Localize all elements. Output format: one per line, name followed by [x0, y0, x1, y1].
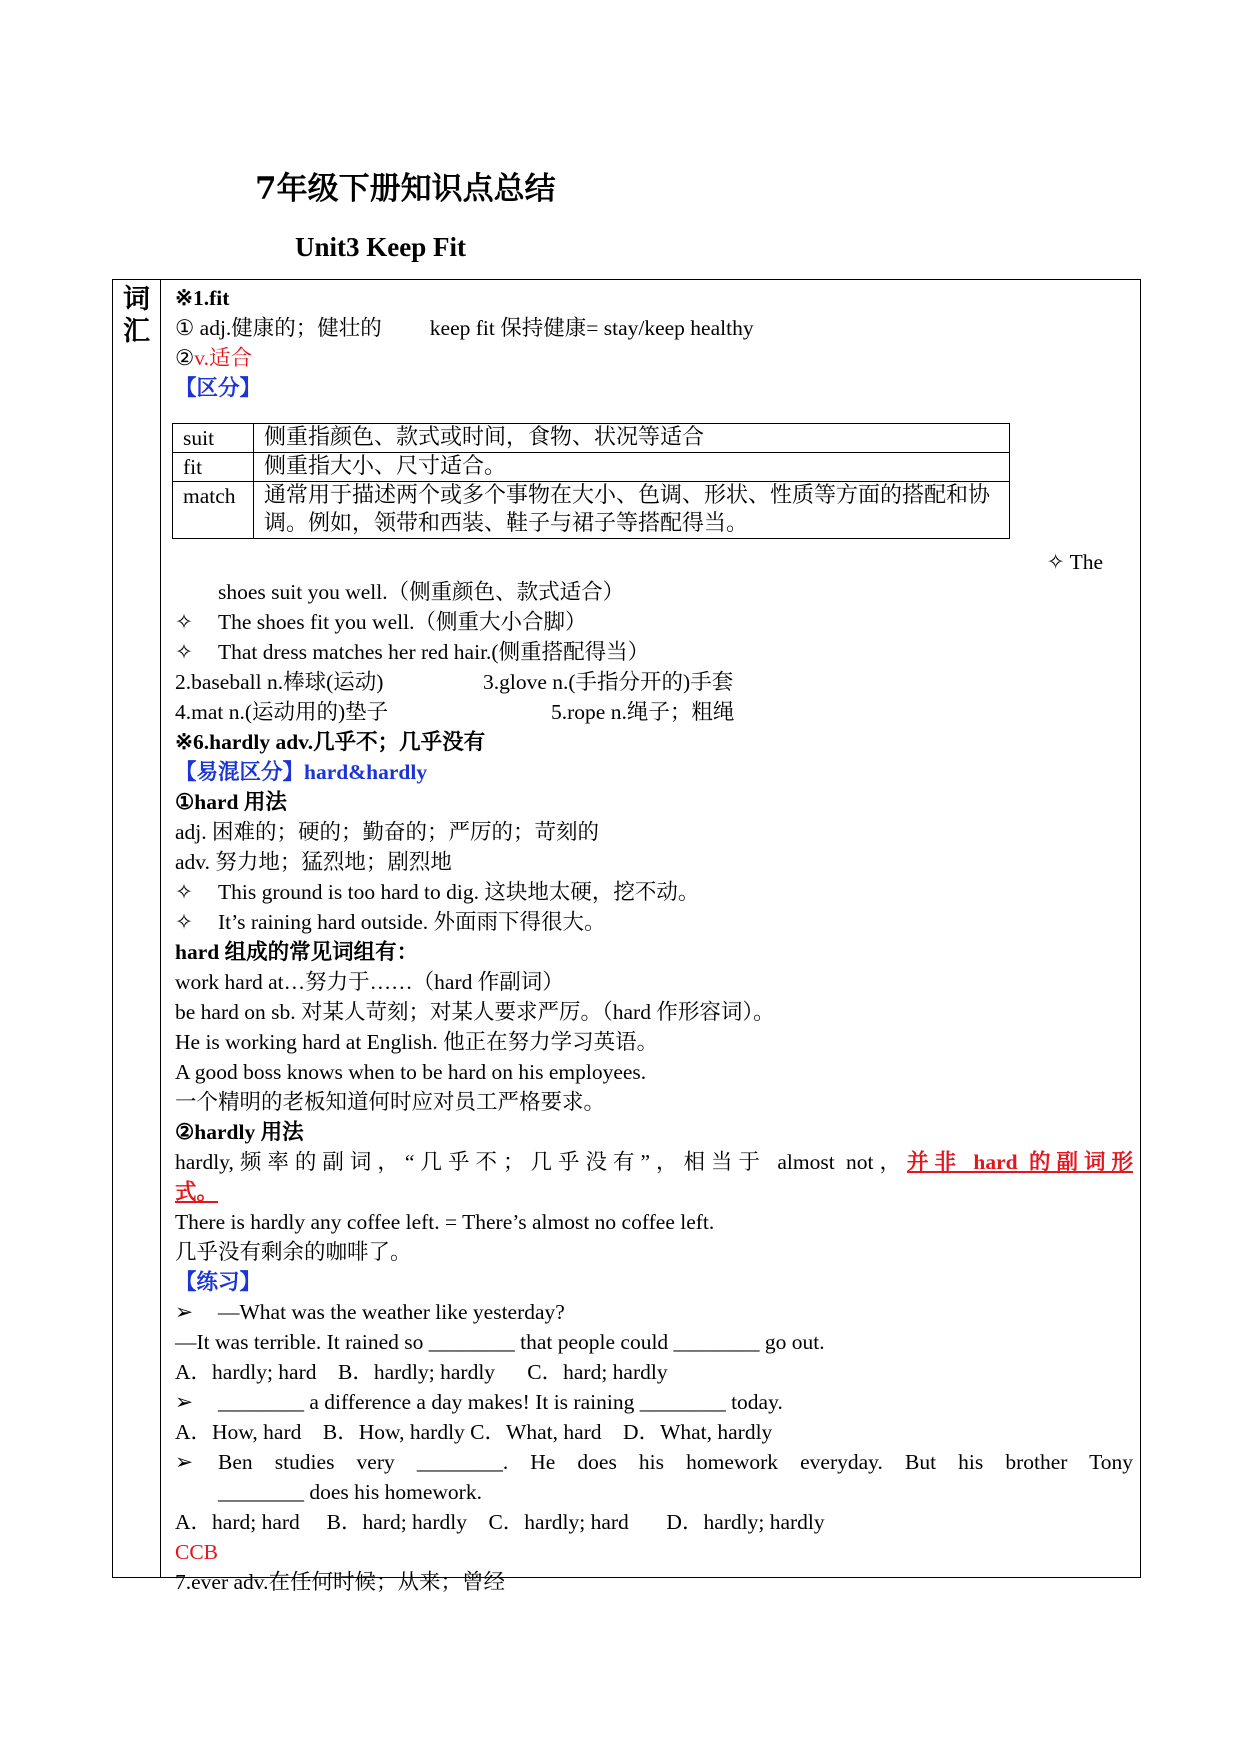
comparison-table — [172, 423, 1010, 539]
confuse-words: hard&hardly — [304, 760, 428, 784]
arrow-bullet-icon: ➢ — [175, 1300, 194, 1324]
example-2 — [175, 607, 1133, 637]
example-3 — [175, 637, 1133, 667]
diamond-bullet-icon: ✧ — [175, 640, 194, 664]
hard-adv: adv. 努力地；猛烈地；剧烈地 — [175, 850, 452, 874]
diamond-bullet-icon: ✧ — [175, 880, 194, 904]
hard-adj: adj. 困难的；硬的；勤奋的；严厉的；苛刻的 — [175, 820, 600, 844]
vocab-baseball: 2.baseball n.棒球(运动) — [175, 670, 384, 694]
question-2-options: A．How, hard B．How, hardly C．What, hard D．What, hardly — [175, 1420, 773, 1444]
vocab-glove: 3.glove n.(手指分开的)手套 — [483, 670, 734, 694]
arrow-bullet-icon: ➢ — [175, 1390, 194, 1414]
question-1-options: A．hardly; hard B．hardly; hardly C．hard; hardly — [175, 1360, 668, 1384]
table-word: suit — [173, 424, 254, 453]
vocab-hardly: ※6.hardly adv.几乎不；几乎没有 — [175, 730, 486, 754]
phrases-heading: hard 组成的常见词组有： — [175, 940, 419, 964]
fit-def-1 — [175, 313, 1133, 343]
side-label-char: 汇 — [123, 316, 150, 347]
hardly-note-end: 式。 — [175, 1180, 219, 1204]
phrase: He is working hard at English. 他正在努力学习英语。 — [175, 1030, 659, 1054]
side-label-char: 词 — [123, 284, 150, 315]
page-title: 7年级下册知识点总结 — [255, 171, 556, 207]
question-3-b: ________ does his homework. — [218, 1480, 482, 1504]
hard-example-2-text: It’s raining hard outside. 外面雨下得很大。 — [218, 910, 606, 934]
fit-def-1-b: keep fit 保持健康= stay/keep healthy — [429, 316, 754, 340]
question-1-b: —It was terrible. It rained so ________ that people could ________ go out. — [175, 1330, 825, 1354]
fit-heading: ※1.fit — [175, 286, 230, 310]
hardly-example: There is hardly any coffee left. = There’s almost no coffee left. — [175, 1210, 715, 1234]
practice-answer: CCB — [175, 1540, 219, 1564]
question-1-text: —What was the weather like yesterday? — [218, 1300, 565, 1324]
fit-def-2 — [175, 343, 1133, 373]
hardly-usage-heading: ②hardly 用法 — [175, 1120, 304, 1144]
phrase: work hard at…努力于……（hard 作副词） — [175, 970, 564, 994]
table-word: match — [173, 482, 254, 539]
question-3-options: A．hard; hard B．hard; hardly C．hardly; hard D．hardly; hardly — [175, 1510, 825, 1534]
hardly-example-cn: 几乎没有剩余的咖啡了。 — [175, 1240, 412, 1264]
confuse-heading — [175, 757, 1133, 787]
notes-content — [175, 283, 1133, 1597]
side-label — [123, 284, 153, 348]
table-row — [173, 453, 1010, 482]
hard-example-2 — [175, 907, 1133, 937]
phrase: A good boss knows when to be hard on his employees. — [175, 1060, 647, 1084]
question-2-text: ________ a difference a day makes! It is raining ________ today. — [218, 1390, 783, 1414]
hardly-note: 并非 hard 的副词形 — [907, 1150, 1134, 1174]
table-row — [173, 482, 1010, 539]
example-3-text: That dress matches her red hair.(侧重搭配得当） — [218, 640, 650, 664]
example-1-head: ✧ The — [1046, 550, 1103, 574]
question-3 — [175, 1447, 1133, 1477]
hardly-definition-text: hardly,频率的副词，“几乎不；几乎没有”，相当于 almost not， — [175, 1150, 908, 1174]
question-2 — [175, 1387, 1133, 1417]
vocab-mat: 4.mat n.(运动用的)垫子 — [175, 700, 389, 724]
vocab-rope: 5.rope n.绳子；粗绳 — [551, 700, 735, 724]
table-desc: 侧重指颜色、款式或时间，食物、状况等适合 — [254, 424, 1010, 453]
diamond-bullet-icon: ✧ — [175, 910, 194, 934]
vocab-row — [175, 697, 1133, 727]
table-desc: 侧重指大小、尺寸适合。 — [254, 453, 1010, 482]
hardly-definition — [175, 1147, 1133, 1177]
fit-def-2-num: ② — [175, 346, 195, 370]
confuse-tag: 【易混区分】 — [175, 760, 305, 784]
fit-def-2-text: v.适合 — [194, 346, 253, 370]
vocab-row — [175, 667, 1133, 697]
question-1 — [175, 1297, 1133, 1327]
hardly-note-cont — [175, 1177, 1133, 1207]
hard-example-1-text: This ground is too hard to dig. 这块地太硬，挖不动。 — [218, 880, 700, 904]
frame-divider — [160, 280, 161, 1577]
phrase-translation: 一个精明的老板知道何时应对员工严格要求。 — [175, 1090, 606, 1114]
example-1: shoes suit you well.（侧重颜色、款式适合） — [218, 580, 625, 604]
table-word: fit — [173, 453, 254, 482]
table-desc: 通常用于描述两个或多个事物在大小、色调、形状、性质等方面的搭配和协调。例如，领带和西装、鞋子与裙子等搭配得当。 — [254, 482, 1010, 539]
example-2-text: The shoes fit you well.（侧重大小合脚） — [218, 610, 587, 634]
phrase: be hard on sb. 对某人苛刻；对某人要求严厉。（hard 作形容词）。 — [175, 1000, 775, 1024]
distinguish-tag: 【区分】 — [175, 376, 262, 400]
hard-usage-heading: ①hard 用法 — [175, 790, 287, 814]
practice-tag: 【练习】 — [175, 1270, 262, 1294]
hard-example-1 — [175, 877, 1133, 907]
vocab-ever: 7.ever adv.在任何时候；从来；曾经 — [175, 1570, 506, 1594]
arrow-bullet-icon: ➢ — [175, 1450, 194, 1474]
unit-title: Unit3 Keep Fit — [295, 232, 466, 262]
table-row — [173, 424, 1010, 453]
question-3-text: Ben studies very ________. He does his homework everyday. But his brother Tony — [218, 1450, 1133, 1474]
diamond-bullet-icon: ✧ — [175, 610, 194, 634]
fit-def-1-a: ① adj.健康的；健壮的 — [175, 316, 382, 340]
